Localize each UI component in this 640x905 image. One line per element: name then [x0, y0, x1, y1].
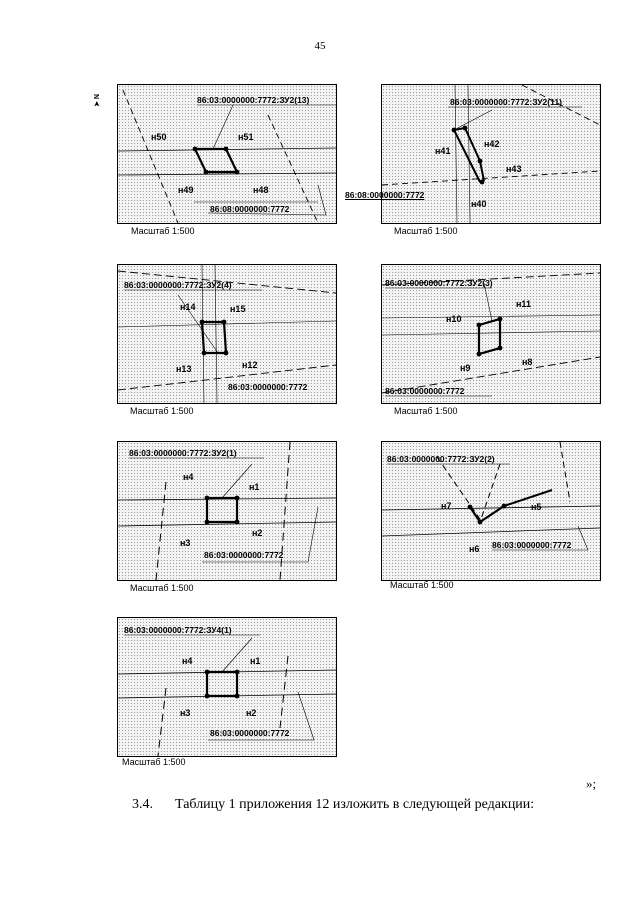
map-1-point-1: н50	[151, 132, 167, 142]
section-number: 3.4.	[132, 797, 153, 812]
map-3-point-2: н15	[230, 304, 246, 314]
map-2-point-4: н40	[471, 199, 487, 209]
map-3-base: 86:03:0000000:7772	[228, 382, 308, 392]
map-2-title: 86:03:0000000:7772:ЗУ2(11)	[450, 97, 562, 107]
map-4-title: 86:03:0000000:7772:ЗУ2(3)	[385, 278, 493, 288]
map-6-point-1: н7	[441, 501, 452, 511]
map-2-point-1: н41	[435, 146, 451, 156]
map-2-point-3: н43	[506, 164, 522, 174]
section-text: Таблицу 1 приложения 12 изложить в следующей редакции:	[175, 797, 535, 812]
map-3-point-1: н14	[180, 302, 196, 312]
map-7-point-1: н4	[182, 656, 193, 666]
map-4-point-2: н11	[516, 299, 531, 309]
map-5-title: 86:03:0000000:7772:ЗУ2(1)	[129, 448, 237, 458]
map-7-point-4: н2	[246, 708, 257, 718]
map-2-base-label: 86:08:0000000:7772	[345, 190, 425, 200]
map-5-point-2: н1	[249, 482, 260, 492]
map-3-point-3: н13	[176, 364, 192, 374]
map-2-scale: Масштаб 1:500	[394, 226, 458, 236]
map-6-point-2: н5	[531, 502, 542, 512]
map-6-base: 86:03:0000000:7772	[492, 540, 572, 550]
map-5	[117, 441, 337, 581]
map-3-title: 86:03:0000000:7772:ЗУ2(4)	[124, 280, 232, 290]
map-3-point-4: н12	[242, 360, 258, 370]
map-5-base: 86:03:0000000:7772	[204, 550, 284, 560]
map-7-point-2: н1	[250, 656, 261, 666]
map-6	[381, 441, 601, 581]
north-label: N	[94, 94, 101, 100]
map-3	[117, 264, 337, 404]
map-1-base: 86:08:0000000:7772	[210, 204, 290, 214]
map-4-scale: Масштаб 1:500	[394, 406, 458, 416]
map-4-point-1: н10	[446, 314, 462, 324]
map-5-point-3: н3	[180, 538, 191, 548]
section-item	[132, 797, 534, 813]
map-5-point-1: н4	[183, 472, 194, 482]
map-5-scale: Масштаб 1:500	[130, 583, 194, 593]
map-3-scale: Масштаб 1:500	[130, 406, 194, 416]
map-6-point-3: н6	[469, 544, 480, 554]
map-1-point-3: н49	[178, 185, 194, 195]
closing-quote: »;	[586, 776, 597, 791]
map-2	[381, 84, 601, 224]
map-1	[117, 84, 337, 224]
map-4-point-4: н8	[522, 357, 533, 367]
map-7-point-3: н3	[180, 708, 191, 718]
map-1-title: 86:03:0000000:7772:ЗУ2(13)	[197, 95, 310, 105]
page-number: 45	[314, 40, 326, 52]
map-1-point-4: н48	[253, 185, 269, 195]
map-4-point-3: н9	[460, 363, 471, 373]
map-7-title: 86:03:0000000:7772:ЗУ4(1)	[124, 625, 232, 635]
map-7-scale: Масштаб 1:500	[122, 757, 186, 767]
map-7-base: 86:03:0000000:7772	[210, 728, 290, 738]
map-4-base: 86:03:0000000:7772	[385, 386, 465, 396]
map-1-point-2: н51	[238, 132, 254, 142]
north-arrow-icon: ➤ N	[94, 94, 101, 107]
map-7	[117, 617, 337, 757]
map-4	[381, 264, 601, 404]
map-6-title: 86:03:0000000:7772:ЗУ2(2)	[387, 454, 495, 464]
map-2-point-2: н42	[484, 139, 500, 149]
map-6-scale: Масштаб 1:500	[390, 580, 454, 590]
map-1-scale: Масштаб 1:500	[131, 226, 195, 236]
map-5-point-4: н2	[252, 528, 263, 538]
